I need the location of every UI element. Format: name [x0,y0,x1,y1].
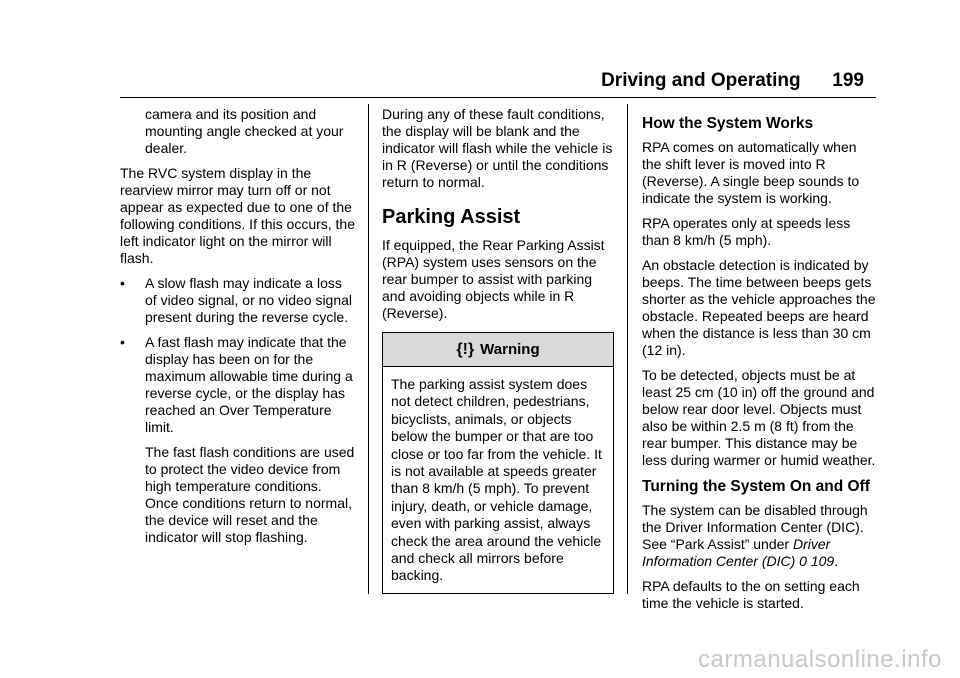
warning-box [382,332,614,594]
warning-title: Warning [480,341,540,358]
page-number: 199 [832,70,864,91]
paragraph: An obstacle detection is indicated by beeps. The time between beeps gets shorter as the vehicle approaches the obstacle. Repeated beeps are heard when the distance is less than 30 cm (12 in). [642,257,876,358]
subsection-heading: How the System Works [642,115,814,132]
bullet-icon: • [120,275,125,291]
bullet-text: A fast flash may indicate that the display has been on for the maximum allowable time during a reverse cycle, or the display has reached an Over Temperature limit. [145,334,353,435]
paragraph-end: . [834,553,839,569]
bullet-item [120,275,356,326]
paragraph: To be detected, objects must be at least 25 cm (10 in) off the ground and below rear door level. Objects must also be within 2.5 m (8 ft) from the rear bumper. This distance may be less during warmer or humid weather. [642,367,876,468]
column-2 [382,106,614,594]
paragraph: The RVC system display in the rearview mirror may turn off or not appear as expected due to one of the following conditions. If this occurs, the left indicator light on the mirror will flash. [120,165,356,266]
column-divider-1 [368,104,369,594]
paragraph: The fast flash conditions are used to protect the video device from high temperature conditions. Once conditions return to normal, the device will reset and the indicator will stop flashing. [145,444,355,545]
subsection-heading: Turning the System On and Off [642,478,870,495]
warning-icon: {!} [456,341,475,358]
paragraph: If equipped, the Rear Parking Assist (RPA) system uses sensors on the rear bumper to assist with parking and avoiding objects while in R (Reverse). [382,237,605,321]
column-1 [120,106,356,554]
page-header [601,70,864,92]
bullet-text: A slow flash may indicate a loss of video signal, or no video signal present during the reverse cycle. [145,275,353,325]
warning-text: The parking assist system does not detect children, pedestrians, bicyclists, animals, or objects below the bumper or that are too close or too far from the vehicle. It is not available at speeds greater than 8 km/h (5 mph). To prevent injury, death, or vehicle damage, even with parking assist, always check the area around the vehicle and check all mirrors before backing. [391,376,602,584]
paragraph [642,502,878,570]
paragraph: During any of these fault conditions, the display will be blank and the indicator will flash while the vehicle is in R (Reverse) or until the conditions return to normal. [382,106,613,190]
cross-reference-link[interactable]: Driver Information Center (DIC) [642,536,831,569]
watermark: carmanualsonline.info [698,646,942,673]
paragraph: camera and its position and mounting angle checked at your dealer. [145,106,344,156]
paragraph: RPA operates only at speeds less than 8 km/h (5 mph). [642,215,851,248]
section-heading: Parking Assist [382,206,521,228]
bullet-icon: • [120,334,125,350]
column-3 [642,110,878,620]
paragraph-text: The system can be disabled through the Driver Information Center (DIC). See “Park Assist” under [642,502,868,552]
warning-header [383,333,613,367]
bullet-item [120,334,356,436]
column-divider-2 [627,104,628,594]
header-rule [120,97,876,98]
paragraph: RPA comes on automatically when the shift lever is moved into R (Reverse). A single beep sounds to indicate the system is working. [642,139,860,206]
paragraph: RPA defaults to the on setting each time the vehicle is started. [642,578,860,611]
section-title: Driving and Operating [601,70,801,91]
page-reference[interactable]: 0 109 [795,553,835,569]
